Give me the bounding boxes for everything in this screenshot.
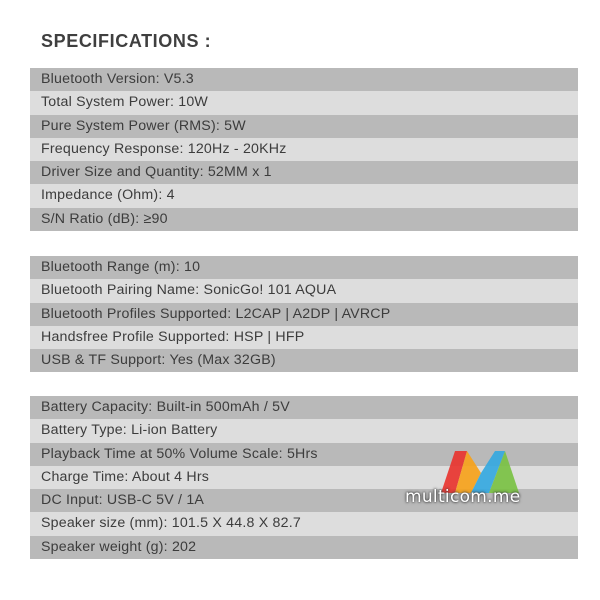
spec-row: Driver Size and Quantity: 52MM x 1 <box>30 161 578 184</box>
spec-row: Battery Type: Li-ion Battery <box>30 419 578 442</box>
spec-row: DC Input: USB-C 5V / 1A <box>30 489 578 512</box>
spec-row: Handsfree Profile Supported: HSP | HFP <box>30 326 578 349</box>
watermark <box>405 449 565 509</box>
specifications-heading: SPECIFICATIONS : <box>41 31 212 51</box>
spec-row: Playback Time at 50% Volume Scale: 5Hrs <box>30 443 578 466</box>
spec-row: Total System Power: 10W <box>30 91 578 114</box>
spec-row: Pure System Power (RMS): 5W <box>30 115 578 138</box>
spec-group-general <box>30 68 578 231</box>
spec-row: Bluetooth Profiles Supported: L2CAP | A2DP | AVRCP <box>30 303 578 326</box>
watermark-text: multicom.me <box>405 487 521 507</box>
spec-row: Bluetooth Range (m): 10 <box>30 256 578 279</box>
spec-row: Impedance (Ohm): 4 <box>30 184 578 207</box>
spec-row: Charge Time: About 4 Hrs <box>30 466 578 489</box>
spec-row: Bluetooth Version: V5.3 <box>30 68 578 91</box>
spec-group-connectivity <box>30 256 578 372</box>
spec-row: S/N Ratio (dB): ≥90 <box>30 208 578 231</box>
spec-row: Speaker weight (g): 202 <box>30 536 578 559</box>
spec-row: Battery Capacity: Built-in 500mAh / 5V <box>30 396 578 419</box>
spec-row: Speaker size (mm): 101.5 X 44.8 X 82.7 <box>30 512 578 535</box>
spec-row: USB & TF Support: Yes (Max 32GB) <box>30 349 578 372</box>
spec-row: Frequency Response: 120Hz - 20KHz <box>30 138 578 161</box>
spec-row: Bluetooth Pairing Name: SonicGo! 101 AQUA <box>30 279 578 302</box>
